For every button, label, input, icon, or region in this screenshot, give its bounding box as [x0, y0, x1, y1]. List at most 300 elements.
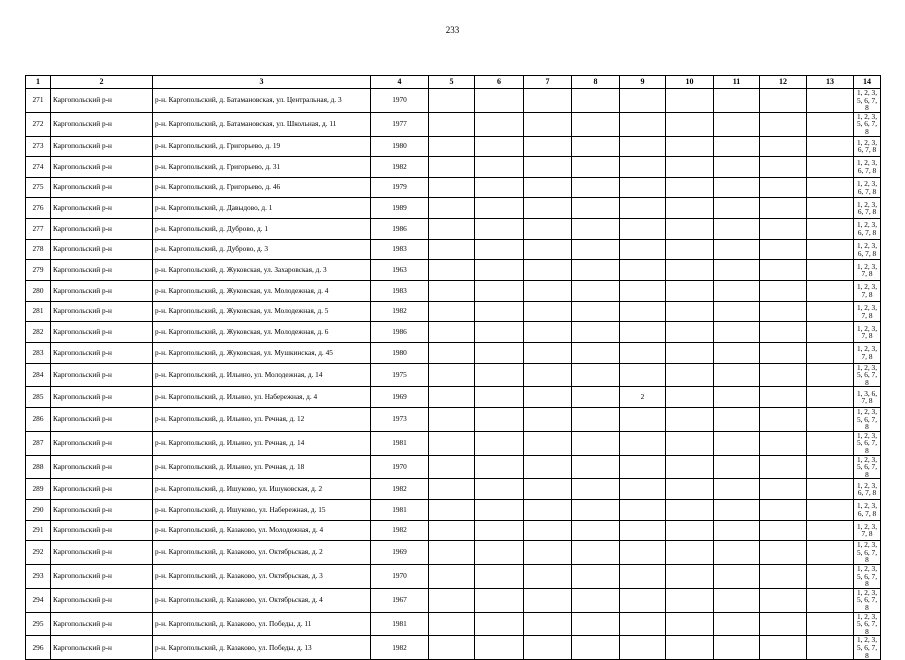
- table-cell: [475, 177, 524, 198]
- table-row: [26, 301, 881, 322]
- table-cell: [429, 112, 475, 136]
- table-cell: [572, 281, 620, 302]
- table-cell: [807, 500, 854, 521]
- table-cell: [807, 198, 854, 219]
- table-cell: р-н. Каргопольский, д. Ильино, ул. Речная, д. 12: [153, 408, 371, 432]
- table-cell: [760, 565, 807, 589]
- table-cell: [760, 157, 807, 178]
- table-row: [26, 541, 881, 565]
- column-header-5: 5: [429, 76, 475, 89]
- table-cell: [524, 177, 572, 198]
- table-cell: [524, 157, 572, 178]
- table-cell: [807, 455, 854, 479]
- table-cell: 1986: [371, 219, 429, 240]
- table-cell: [524, 219, 572, 240]
- table-cell: [807, 157, 854, 178]
- table-row: [26, 520, 881, 541]
- table-cell: [475, 342, 524, 363]
- table-cell: р-н. Каргопольский, д. Ильино, ул. Речная, д. 14: [153, 431, 371, 455]
- table-cell: Каргопольский р-н: [51, 636, 153, 660]
- table-cell: 1, 2, 3, 6, 7, 8: [854, 219, 881, 240]
- table-cell: [524, 387, 572, 408]
- table-cell: [666, 479, 714, 500]
- table-cell: [475, 219, 524, 240]
- table-cell: [572, 431, 620, 455]
- table-cell: [714, 541, 760, 565]
- table-cell: [807, 588, 854, 612]
- table-cell: [572, 500, 620, 521]
- table-cell: 282: [26, 322, 51, 343]
- table-cell: [807, 260, 854, 281]
- table-cell: р-н. Каргопольский, д. Казаково, ул. Октябрьская, д. 3: [153, 565, 371, 589]
- table-cell: 274: [26, 157, 51, 178]
- table-cell: [620, 520, 666, 541]
- table-cell: [475, 520, 524, 541]
- table-cell: [807, 281, 854, 302]
- table-cell: 1, 2, 3, 6, 7, 8: [854, 198, 881, 219]
- table-cell: [666, 177, 714, 198]
- table-cell: 1, 2, 3, 5, 6, 7, 8: [854, 455, 881, 479]
- table-cell: [807, 363, 854, 387]
- table-cell: Каргопольский р-н: [51, 177, 153, 198]
- table-cell: [666, 112, 714, 136]
- table-cell: [714, 565, 760, 589]
- table-cell: [620, 136, 666, 157]
- table-cell: [760, 363, 807, 387]
- table-cell: [666, 455, 714, 479]
- table-cell: [475, 408, 524, 432]
- table-cell: 1981: [371, 612, 429, 636]
- table-cell: [524, 408, 572, 432]
- table-cell: [524, 239, 572, 260]
- table-cell: [572, 322, 620, 343]
- table-row: [26, 363, 881, 387]
- table-cell: [429, 588, 475, 612]
- table-cell: Каргопольский р-н: [51, 612, 153, 636]
- table-cell: [666, 636, 714, 660]
- table-cell: [714, 239, 760, 260]
- table-cell: [760, 479, 807, 500]
- table-cell: [429, 281, 475, 302]
- table-cell: [524, 260, 572, 281]
- table-cell: [475, 281, 524, 302]
- table-cell: [620, 565, 666, 589]
- table-cell: 1970: [371, 565, 429, 589]
- table-cell: [714, 520, 760, 541]
- table-cell: 287: [26, 431, 51, 455]
- table-cell: 1, 2, 3, 7, 8: [854, 301, 881, 322]
- table-cell: [620, 112, 666, 136]
- table-cell: [666, 301, 714, 322]
- column-header-13: 13: [807, 76, 854, 89]
- table-cell: Каргопольский р-н: [51, 239, 153, 260]
- table-cell: [666, 89, 714, 113]
- table-cell: 1981: [371, 500, 429, 521]
- table-cell: 271: [26, 89, 51, 113]
- table-cell: [572, 612, 620, 636]
- table-cell: [429, 387, 475, 408]
- table-cell: [524, 500, 572, 521]
- table-cell: [524, 520, 572, 541]
- table-cell: 279: [26, 260, 51, 281]
- table-cell: [524, 322, 572, 343]
- table-cell: 278: [26, 239, 51, 260]
- table-cell: 1983: [371, 239, 429, 260]
- table-cell: [807, 565, 854, 589]
- table-cell: [475, 636, 524, 660]
- table-cell: [572, 636, 620, 660]
- table-cell: [475, 198, 524, 219]
- table-cell: 289: [26, 479, 51, 500]
- table-cell: [620, 363, 666, 387]
- column-header-2: 2: [51, 76, 153, 89]
- table-cell: [475, 112, 524, 136]
- table-cell: [760, 342, 807, 363]
- table-row: [26, 239, 881, 260]
- table-cell: [620, 636, 666, 660]
- table-cell: 1977: [371, 112, 429, 136]
- table-cell: [714, 136, 760, 157]
- table-cell: Каргопольский р-н: [51, 565, 153, 589]
- table-cell: [714, 431, 760, 455]
- table-cell: 1970: [371, 455, 429, 479]
- table-cell: [666, 588, 714, 612]
- table-cell: р-н. Каргопольский, д. Батамановская, ул. Школьная, д. 11: [153, 112, 371, 136]
- table-cell: [620, 479, 666, 500]
- table-cell: [572, 342, 620, 363]
- table-cell: Каргопольский р-н: [51, 219, 153, 240]
- table-cell: [714, 177, 760, 198]
- table-cell: [572, 239, 620, 260]
- column-header-12: 12: [760, 76, 807, 89]
- table-cell: Каргопольский р-н: [51, 455, 153, 479]
- table-row: [26, 281, 881, 302]
- table-cell: 288: [26, 455, 51, 479]
- table-cell: 1, 2, 3, 7, 8: [854, 260, 881, 281]
- table-cell: Каргопольский р-н: [51, 363, 153, 387]
- table-cell: [714, 363, 760, 387]
- table-row: [26, 219, 881, 240]
- column-header-4: 4: [371, 76, 429, 89]
- table-row: [26, 636, 881, 660]
- table-cell: [714, 387, 760, 408]
- table-cell: [475, 239, 524, 260]
- column-header-6: 6: [475, 76, 524, 89]
- table-row: [26, 322, 881, 343]
- table-cell: 1, 2, 3, 6, 7, 8: [854, 479, 881, 500]
- table-cell: [475, 612, 524, 636]
- table-cell: [572, 177, 620, 198]
- table-cell: Каргопольский р-н: [51, 520, 153, 541]
- table-cell: [524, 612, 572, 636]
- table-cell: [572, 112, 620, 136]
- table-cell: [666, 408, 714, 432]
- table-cell: 1982: [371, 636, 429, 660]
- table-header-row: [26, 76, 881, 89]
- table-cell: [760, 455, 807, 479]
- table-cell: 285: [26, 387, 51, 408]
- table-cell: [666, 322, 714, 343]
- column-header-10: 10: [666, 76, 714, 89]
- table-cell: [620, 431, 666, 455]
- table-row: [26, 479, 881, 500]
- table-cell: Каргопольский р-н: [51, 198, 153, 219]
- table-cell: [807, 479, 854, 500]
- table-cell: [714, 500, 760, 521]
- column-header-3: 3: [153, 76, 371, 89]
- table-cell: р-н. Каргопольский, д. Ишуково, ул. Набережная, д. 15: [153, 500, 371, 521]
- table-cell: [524, 301, 572, 322]
- table-cell: Каргопольский р-н: [51, 479, 153, 500]
- table-cell: [620, 89, 666, 113]
- table-cell: 1982: [371, 479, 429, 500]
- table-cell: Каргопольский р-н: [51, 281, 153, 302]
- table-cell: [760, 431, 807, 455]
- table-cell: 281: [26, 301, 51, 322]
- registry-table: [25, 75, 881, 660]
- table-cell: [524, 363, 572, 387]
- table-cell: [714, 198, 760, 219]
- table-cell: р-н. Каргопольский, д. Казаково, ул. Победы, д. 11: [153, 612, 371, 636]
- table-cell: [760, 520, 807, 541]
- table-cell: [475, 387, 524, 408]
- table-cell: 1, 2, 3, 6, 7, 8: [854, 500, 881, 521]
- table-cell: [807, 636, 854, 660]
- table-cell: [620, 408, 666, 432]
- table-cell: [714, 260, 760, 281]
- table-cell: [666, 342, 714, 363]
- table-cell: [714, 588, 760, 612]
- table-cell: 272: [26, 112, 51, 136]
- table-cell: р-н. Каргопольский, д. Жуковская, ул. Молодежная, д. 4: [153, 281, 371, 302]
- table-cell: 1969: [371, 387, 429, 408]
- table-cell: [807, 239, 854, 260]
- table-cell: [760, 636, 807, 660]
- table-cell: [807, 177, 854, 198]
- table-cell: 1982: [371, 157, 429, 178]
- table-cell: [760, 322, 807, 343]
- table-cell: [807, 301, 854, 322]
- table-cell: [760, 260, 807, 281]
- table-row: [26, 387, 881, 408]
- table-cell: [760, 301, 807, 322]
- table-cell: 1, 2, 3, 6, 7, 8: [854, 157, 881, 178]
- table-cell: [429, 431, 475, 455]
- table-cell: [620, 219, 666, 240]
- table-cell: р-н. Каргопольский, д. Казаково, ул. Молодежная, д. 4: [153, 520, 371, 541]
- table-row: [26, 342, 881, 363]
- table-cell: 286: [26, 408, 51, 432]
- table-cell: 1, 2, 3, 5, 6, 7, 8: [854, 636, 881, 660]
- table-cell: [524, 541, 572, 565]
- table-cell: Каргопольский р-н: [51, 112, 153, 136]
- table-row: [26, 260, 881, 281]
- table-cell: р-н. Каргопольский, д. Жуковская, ул. Молодежная, д. 5: [153, 301, 371, 322]
- table-cell: Каргопольский р-н: [51, 136, 153, 157]
- table-cell: [572, 198, 620, 219]
- table-cell: [760, 500, 807, 521]
- table-cell: [714, 455, 760, 479]
- table-cell: [620, 301, 666, 322]
- table-cell: [714, 612, 760, 636]
- table-cell: р-н. Каргопольский, д. Дуброво, д. 3: [153, 239, 371, 260]
- table-cell: 1979: [371, 177, 429, 198]
- table-cell: [429, 408, 475, 432]
- table-cell: 277: [26, 219, 51, 240]
- table-cell: 1, 2, 3, 5, 6, 7, 8: [854, 408, 881, 432]
- table-cell: [714, 342, 760, 363]
- table-cell: [714, 281, 760, 302]
- table-cell: [666, 136, 714, 157]
- table-cell: [524, 136, 572, 157]
- column-header-9: 9: [620, 76, 666, 89]
- table-cell: 284: [26, 363, 51, 387]
- table-cell: [760, 588, 807, 612]
- table-cell: [429, 219, 475, 240]
- table-cell: [666, 281, 714, 302]
- table-cell: [620, 177, 666, 198]
- table-cell: 1963: [371, 260, 429, 281]
- table-cell: [572, 541, 620, 565]
- table-cell: [524, 431, 572, 455]
- column-header-1: 1: [26, 76, 51, 89]
- table-cell: 2: [620, 387, 666, 408]
- column-header-14: 14: [854, 76, 881, 89]
- table-cell: [760, 281, 807, 302]
- table-row: [26, 431, 881, 455]
- table-cell: 1, 2, 3, 5, 6, 7, 8: [854, 588, 881, 612]
- table-cell: Каргопольский р-н: [51, 588, 153, 612]
- table-cell: [807, 541, 854, 565]
- table-cell: [760, 112, 807, 136]
- table-row: [26, 177, 881, 198]
- table-cell: [807, 431, 854, 455]
- table-cell: 1982: [371, 520, 429, 541]
- table-cell: р-н. Каргопольский, д. Жуковская, ул. Захаровская, д. 3: [153, 260, 371, 281]
- table-cell: [429, 565, 475, 589]
- table-cell: [807, 612, 854, 636]
- table-cell: [714, 112, 760, 136]
- table-cell: [429, 612, 475, 636]
- table-cell: [666, 198, 714, 219]
- table-cell: [475, 136, 524, 157]
- table-cell: [572, 157, 620, 178]
- table-cell: 1975: [371, 363, 429, 387]
- table-cell: [620, 239, 666, 260]
- table-cell: [572, 479, 620, 500]
- table-cell: [524, 89, 572, 113]
- table-cell: [429, 198, 475, 219]
- table-cell: [620, 198, 666, 219]
- table-cell: [760, 387, 807, 408]
- table-cell: [620, 612, 666, 636]
- table-row: [26, 500, 881, 521]
- table-cell: [429, 89, 475, 113]
- table-cell: 1980: [371, 136, 429, 157]
- table-cell: 1, 2, 3, 7, 8: [854, 520, 881, 541]
- table-cell: [524, 636, 572, 660]
- table-cell: [429, 363, 475, 387]
- table-cell: [475, 157, 524, 178]
- table-cell: [524, 112, 572, 136]
- table-cell: [760, 541, 807, 565]
- table-cell: 1, 2, 3, 7, 8: [854, 342, 881, 363]
- table-cell: 276: [26, 198, 51, 219]
- table-cell: [475, 363, 524, 387]
- table-cell: [475, 541, 524, 565]
- table-cell: 1, 2, 3, 5, 6, 7, 8: [854, 363, 881, 387]
- table-cell: р-н. Каргопольский, д. Ильино, ул. Речная, д. 18: [153, 455, 371, 479]
- table-cell: 292: [26, 541, 51, 565]
- table-cell: [475, 455, 524, 479]
- table-cell: 1, 2, 3, 5, 6, 7, 8: [854, 112, 881, 136]
- table-cell: р-н. Каргопольский, д. Ильино, ул. Набережная, д. 4: [153, 387, 371, 408]
- table-cell: [666, 612, 714, 636]
- table-cell: Каргопольский р-н: [51, 322, 153, 343]
- table-row: [26, 565, 881, 589]
- table-cell: [572, 387, 620, 408]
- table-cell: [429, 239, 475, 260]
- table-cell: [475, 322, 524, 343]
- column-header-7: 7: [524, 76, 572, 89]
- table-cell: р-н. Каргопольский, д. Ильино, ул. Молодежная, д. 14: [153, 363, 371, 387]
- table-cell: [429, 455, 475, 479]
- table-cell: 275: [26, 177, 51, 198]
- table-cell: [760, 239, 807, 260]
- table-cell: [714, 301, 760, 322]
- table-cell: р-н. Каргопольский, д. Дуброво, д. 1: [153, 219, 371, 240]
- table-cell: [666, 431, 714, 455]
- table-cell: р-н. Каргопольский, д. Григорьево, д. 19: [153, 136, 371, 157]
- table-cell: р-н. Каргопольский, д. Давыдово, д. 1: [153, 198, 371, 219]
- table-cell: [807, 342, 854, 363]
- table-cell: [807, 387, 854, 408]
- table-cell: 280: [26, 281, 51, 302]
- table-cell: [714, 89, 760, 113]
- table-cell: [760, 408, 807, 432]
- table-cell: [760, 198, 807, 219]
- table-cell: Каргопольский р-н: [51, 260, 153, 281]
- table-cell: Каргопольский р-н: [51, 431, 153, 455]
- table-cell: [524, 479, 572, 500]
- table-cell: [524, 455, 572, 479]
- table-cell: 1983: [371, 281, 429, 302]
- table-cell: 296: [26, 636, 51, 660]
- table-cell: [714, 408, 760, 432]
- table-cell: [524, 281, 572, 302]
- table-cell: [572, 219, 620, 240]
- table-cell: 1967: [371, 588, 429, 612]
- table-cell: [620, 588, 666, 612]
- table-cell: [807, 219, 854, 240]
- table-row: [26, 408, 881, 432]
- table-cell: [666, 157, 714, 178]
- table-cell: [760, 612, 807, 636]
- table-cell: 1, 2, 3, 5, 6, 7, 8: [854, 89, 881, 113]
- table-cell: [429, 541, 475, 565]
- table-cell: [429, 322, 475, 343]
- table-cell: [429, 260, 475, 281]
- table-cell: 1989: [371, 198, 429, 219]
- table-cell: [760, 89, 807, 113]
- table-cell: [807, 112, 854, 136]
- table-cell: 1, 3, 6, 7, 8: [854, 387, 881, 408]
- table-cell: 1, 2, 3, 5, 6, 7, 8: [854, 431, 881, 455]
- column-header-8: 8: [572, 76, 620, 89]
- table-cell: [807, 89, 854, 113]
- table-cell: [524, 198, 572, 219]
- table-row: [26, 157, 881, 178]
